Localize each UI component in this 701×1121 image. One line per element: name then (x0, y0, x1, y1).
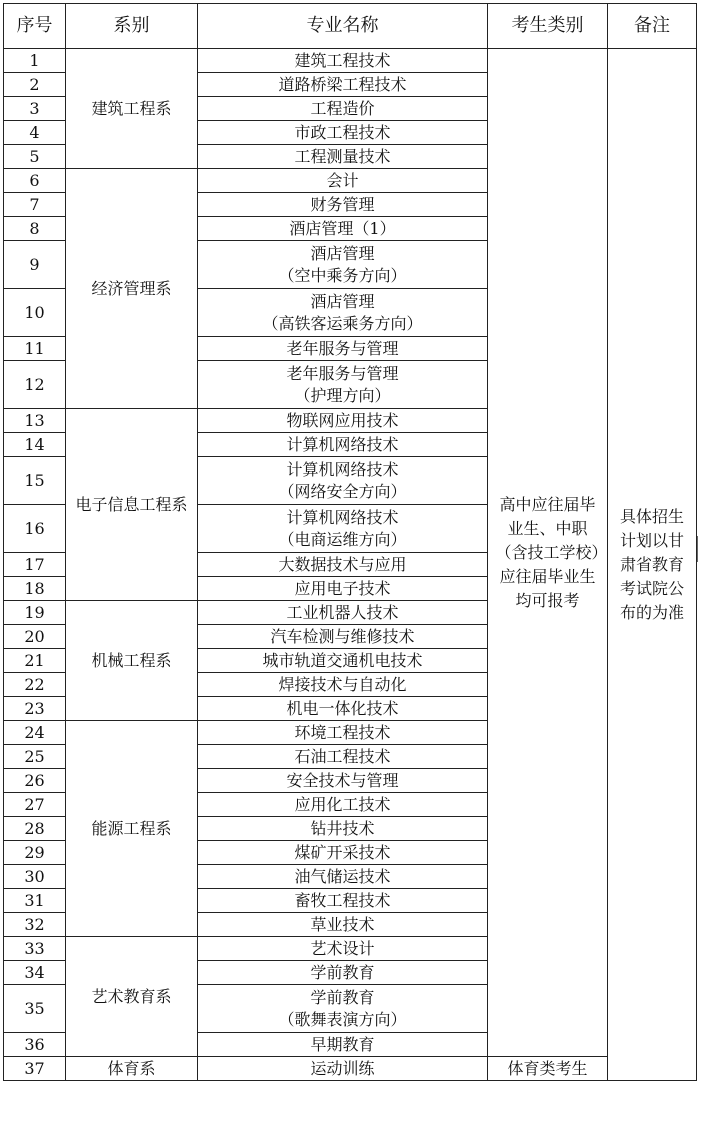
major-name: 酒店管理 (310, 243, 375, 263)
major-name: 酒店管理 (310, 291, 375, 311)
header-note: 备注 (608, 4, 697, 49)
major-cell: 会计 (198, 169, 488, 193)
major-cell: 学前教育 (198, 961, 488, 985)
row-num: 18 (4, 577, 66, 601)
row-num: 23 (4, 697, 66, 721)
row-num: 3 (4, 97, 66, 121)
row-num: 37 (4, 1057, 66, 1081)
header-num: 序号 (4, 4, 66, 49)
major-cell: 焊接技术与自动化 (198, 673, 488, 697)
header-type: 考生类别 (488, 4, 608, 49)
dept-cell: 艺术教育系 (66, 937, 198, 1057)
row-num: 22 (4, 673, 66, 697)
major-name: 计算机网络技术 (286, 459, 399, 479)
row-num: 31 (4, 889, 66, 913)
major-cell: 道路桥梁工程技术 (198, 73, 488, 97)
major-direction: （高铁客运乘务方向） (262, 313, 423, 333)
row-num: 4 (4, 121, 66, 145)
major-cell: 运动训练 (198, 1057, 488, 1081)
major-cell: 应用电子技术 (198, 577, 488, 601)
major-direction: （歌舞表演方向） (278, 1009, 407, 1029)
row-num: 34 (4, 961, 66, 985)
row-num: 13 (4, 409, 66, 433)
type-general-cell: 高中应往届毕业生、中职（含技工学校）应往届毕业生均可报考 (488, 49, 608, 1057)
major-cell (198, 505, 488, 553)
row-num: 28 (4, 817, 66, 841)
major-name: 计算机网络技术 (286, 507, 399, 527)
major-cell (198, 361, 488, 409)
major-cell: 工程造价 (198, 97, 488, 121)
dept-cell: 机械工程系 (66, 601, 198, 721)
row-num: 21 (4, 649, 66, 673)
row-num: 7 (4, 193, 66, 217)
row-num: 16 (4, 505, 66, 553)
major-cell: 工程测量技术 (198, 145, 488, 169)
majors-table (3, 3, 697, 1081)
row-num: 19 (4, 601, 66, 625)
major-cell: 计算机网络技术 (198, 433, 488, 457)
row-num: 27 (4, 793, 66, 817)
major-cell: 老年服务与管理 (198, 337, 488, 361)
major-cell: 煤矿开采技术 (198, 841, 488, 865)
row-num: 6 (4, 169, 66, 193)
major-cell: 物联网应用技术 (198, 409, 488, 433)
header-dept: 系别 (66, 4, 198, 49)
major-name: 老年服务与管理 (286, 363, 399, 383)
dept-cell: 能源工程系 (66, 721, 198, 937)
major-cell: 早期教育 (198, 1033, 488, 1057)
note-cell: 具体招生计划以甘肃省教育考试院公布的为准 (608, 49, 697, 1081)
major-cell: 建筑工程技术 (198, 49, 488, 73)
major-cell: 市政工程技术 (198, 121, 488, 145)
major-direction: （空中乘务方向） (278, 265, 407, 285)
row-num: 35 (4, 985, 66, 1033)
major-cell: 酒店管理（1） (198, 217, 488, 241)
major-cell: 大数据技术与应用 (198, 553, 488, 577)
major-cell: 应用化工技术 (198, 793, 488, 817)
row-num: 11 (4, 337, 66, 361)
row-num: 29 (4, 841, 66, 865)
dept-cell: 经济管理系 (66, 169, 198, 409)
row-num: 9 (4, 241, 66, 289)
table-row (4, 49, 697, 73)
major-cell: 油气储运技术 (198, 865, 488, 889)
row-num: 12 (4, 361, 66, 409)
major-cell (198, 241, 488, 289)
major-cell: 工业机器人技术 (198, 601, 488, 625)
row-num: 14 (4, 433, 66, 457)
dept-cell: 体育系 (66, 1057, 198, 1081)
header-row (4, 4, 697, 49)
major-cell: 机电一体化技术 (198, 697, 488, 721)
row-num: 20 (4, 625, 66, 649)
major-cell: 艺术设计 (198, 937, 488, 961)
row-num: 2 (4, 73, 66, 97)
dept-cell: 电子信息工程系 (66, 409, 198, 601)
dept-cell: 建筑工程系 (66, 49, 198, 169)
row-num: 10 (4, 289, 66, 337)
row-num: 30 (4, 865, 66, 889)
major-cell: 城市轨道交通机电技术 (198, 649, 488, 673)
window-edge-handle (697, 536, 701, 562)
type-sports-cell: 体育类考生 (488, 1057, 608, 1081)
row-num: 33 (4, 937, 66, 961)
row-num: 5 (4, 145, 66, 169)
row-num: 17 (4, 553, 66, 577)
row-num: 1 (4, 49, 66, 73)
row-num: 32 (4, 913, 66, 937)
row-num: 25 (4, 745, 66, 769)
major-cell: 财务管理 (198, 193, 488, 217)
major-name: 学前教育 (310, 987, 375, 1007)
major-cell (198, 289, 488, 337)
major-cell (198, 457, 488, 505)
row-num: 26 (4, 769, 66, 793)
major-cell: 汽车检测与维修技术 (198, 625, 488, 649)
major-cell: 安全技术与管理 (198, 769, 488, 793)
table-row (4, 1057, 697, 1081)
row-num: 15 (4, 457, 66, 505)
major-direction: （护理方向） (294, 385, 391, 405)
major-direction: （网络安全方向） (278, 481, 407, 501)
header-major: 专业名称 (198, 4, 488, 49)
major-cell: 畜牧工程技术 (198, 889, 488, 913)
row-num: 36 (4, 1033, 66, 1057)
major-cell: 环境工程技术 (198, 721, 488, 745)
major-cell: 草业技术 (198, 913, 488, 937)
major-cell: 石油工程技术 (198, 745, 488, 769)
major-cell: 钻井技术 (198, 817, 488, 841)
row-num: 24 (4, 721, 66, 745)
major-cell (198, 985, 488, 1033)
row-num: 8 (4, 217, 66, 241)
major-direction: （电商运维方向） (278, 529, 407, 549)
